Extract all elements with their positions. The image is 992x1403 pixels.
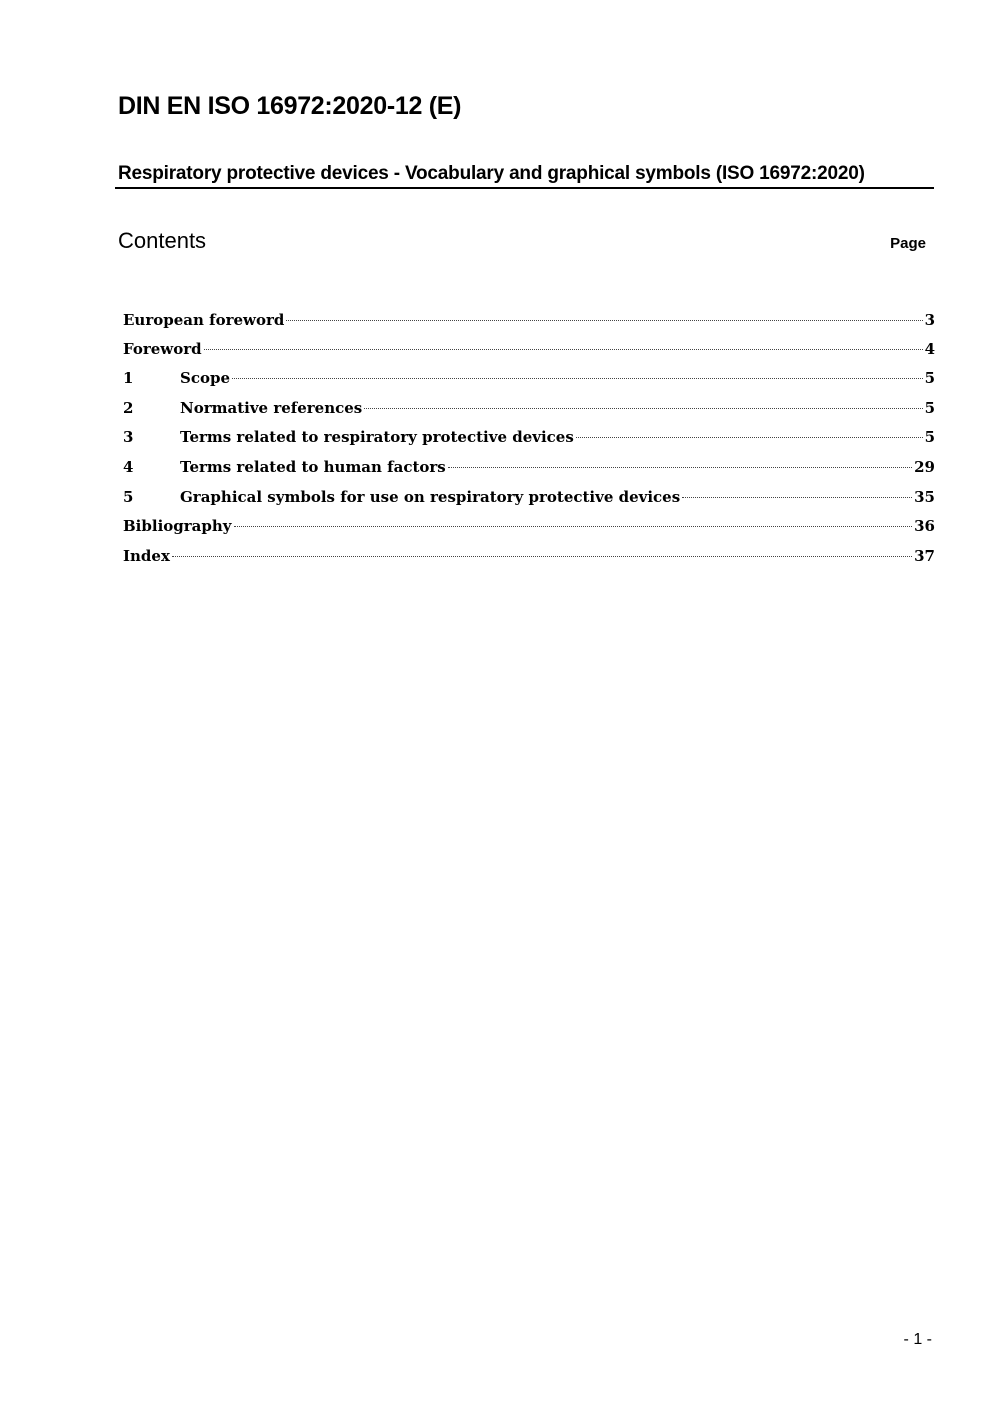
- toc-dot-leader: [172, 555, 912, 557]
- toc-entry-scope[interactable]: [123, 366, 935, 390]
- toc-entry-index[interactable]: [123, 544, 935, 568]
- toc-entry-european-foreword[interactable]: [123, 308, 935, 332]
- toc-dot-leader: [232, 377, 923, 379]
- toc-entry-number: 1: [123, 369, 134, 387]
- page-column-heading: Page: [890, 235, 926, 252]
- toc-entry-page: 5: [924, 369, 935, 387]
- toc-dot-leader: [576, 436, 923, 438]
- page-number: - 1 -: [903, 1331, 932, 1348]
- document-subtitle: Respiratory protective devices - Vocabulary and graphical symbols (ISO 16972:2020): [118, 163, 865, 184]
- toc-entry-page: 4: [924, 340, 935, 358]
- toc-entry-bibliography[interactable]: [123, 514, 935, 538]
- toc-entry-title: European foreword: [123, 311, 285, 329]
- toc-entry-page: 36: [914, 517, 935, 535]
- toc-dot-leader: [682, 496, 912, 498]
- toc-dot-leader: [364, 407, 922, 409]
- toc-entry-title: Index: [123, 547, 170, 565]
- toc-entry-page: 5: [924, 399, 935, 417]
- toc-entry-graphical-symbols[interactable]: [123, 485, 935, 509]
- toc-entry-terms-human-factors[interactable]: [123, 455, 935, 479]
- document-id: DIN EN ISO 16972:2020-12 (E): [118, 92, 462, 120]
- subtitle-divider: [115, 187, 934, 189]
- toc-entry-title: Bibliography: [123, 517, 232, 535]
- toc-entry-number: 2: [123, 399, 134, 417]
- toc-entry-title: Terms related to respiratory protective devices: [180, 428, 574, 446]
- toc-entry-title: Foreword: [123, 340, 202, 358]
- toc-dot-leader: [448, 466, 912, 468]
- toc-entry-title: Terms related to human factors: [180, 458, 446, 476]
- toc-entry-title: Normative references: [180, 399, 363, 417]
- toc-entry-page: 5: [924, 428, 935, 446]
- toc-entry-number: 4: [123, 458, 134, 476]
- toc-entry-number: 5: [123, 488, 134, 506]
- toc-entry-page: 3: [924, 311, 935, 329]
- toc-entry-number: 3: [123, 428, 134, 446]
- toc-dot-leader: [286, 319, 922, 321]
- toc-entry-page: 29: [914, 458, 935, 476]
- toc-entry-page: 35: [914, 488, 935, 506]
- toc-entry-foreword[interactable]: [123, 337, 935, 361]
- toc-entry-title: Graphical symbols for use on respiratory protective devices: [180, 488, 681, 506]
- toc-entry-title: Scope: [180, 369, 231, 387]
- toc-dot-leader: [234, 525, 913, 527]
- contents-heading: Contents: [118, 228, 207, 253]
- toc-entry-page: 37: [914, 547, 935, 565]
- toc-dot-leader: [204, 348, 923, 350]
- toc-entry-terms-respiratory[interactable]: [123, 425, 935, 449]
- toc-entry-normative-references[interactable]: [123, 396, 935, 420]
